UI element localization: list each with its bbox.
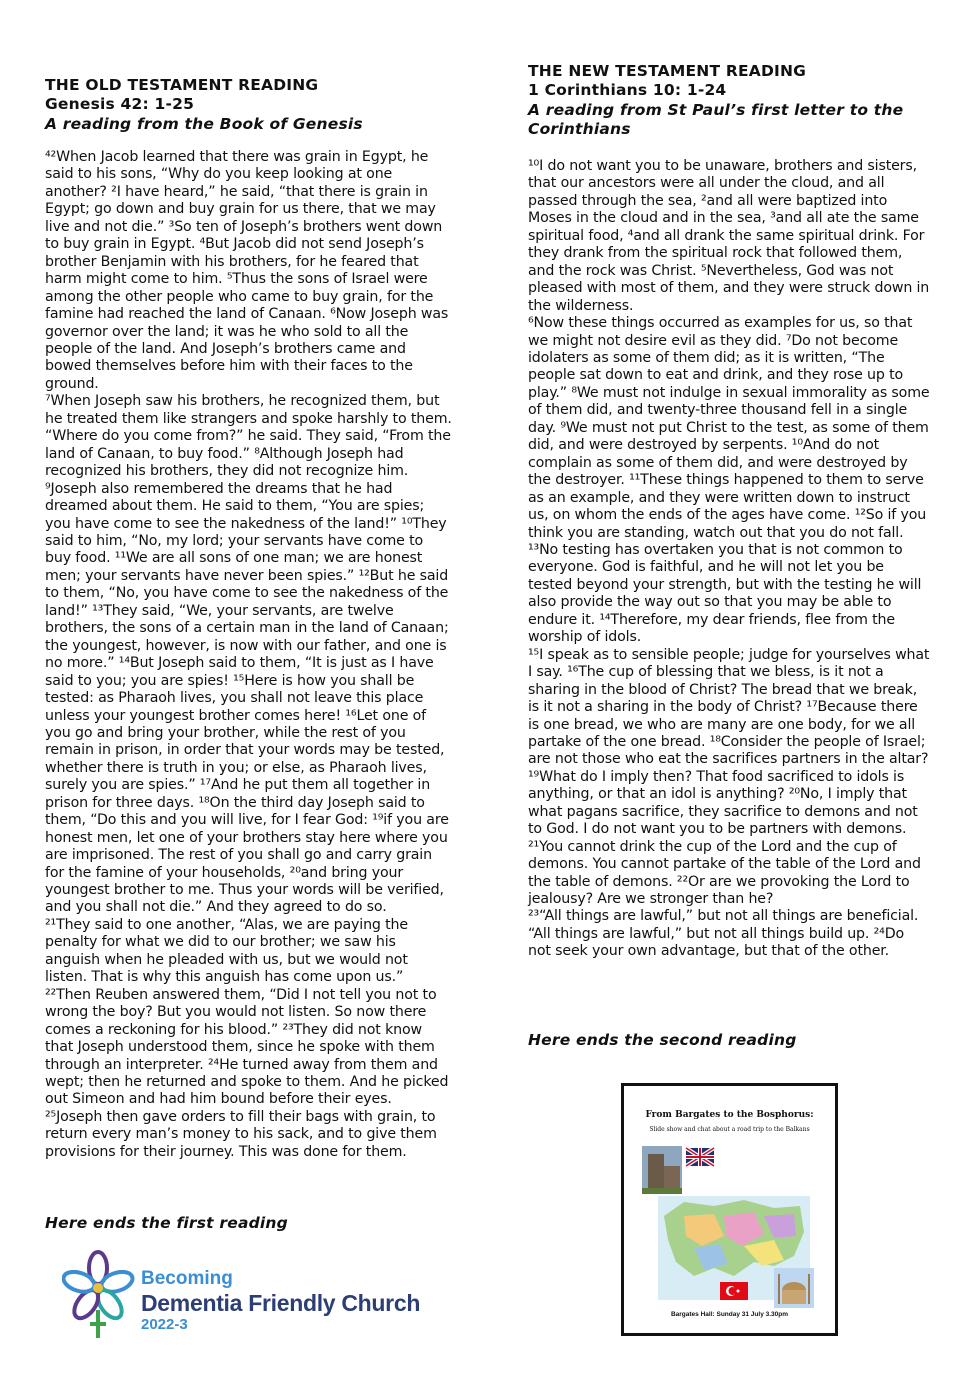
- turkish-flag-icon: [720, 1282, 748, 1300]
- union-flag-icon: [686, 1148, 714, 1166]
- new-testament-text: [528, 158, 930, 961]
- new-testament-subtitle: A reading from St Paul’s first letter to the Corinthians: [528, 101, 904, 138]
- dementia-friendly-church-logo: [62, 1250, 442, 1342]
- poster-subtitle: Slide show and chat about a road trip to the Balkans: [649, 1126, 810, 1133]
- reading-paragraph: ⁴²When Jacob learned that there was grain in Egypt, he said to his sons, “Why do you keep looking at one another? ²I have heard,” he said, “that there is grain in Egypt; go down and buy grain for us there, that we may live and not die.” ³So ten of Joseph’s brothers went down to buy grain in Egypt. ⁴But Jacob did not send Joseph’s brother Benjamin with his brothers, for he feared that harm might come to him. ⁵Thus the sons of Israel were among the other people who came to buy grain, for the famine had reached the land of Canaan. ⁶Now Joseph was governor over the land; it was he who sold to all the people of the land. And Joseph’s brothers came and bowed themselves before him with their faces to the ground.: [45, 149, 449, 392]
- reading-paragraph: ¹⁵I speak as to sensible people; judge for yourselves what I say. ¹⁶The cup of blessing that we bless, is it not a sharing in the blood of Christ? The bread that we break, is it not a sharing in the body of Christ? ¹⁷Because there is one bread, we who are many are one body, for we all partake of the one bread. ¹⁸Consider the people of Israel; are not those who eat the sacrifices partners in the altar? ¹⁹What do I imply then? That food sacrificed to idols is anything, or that an idol is anything? ²⁰No, I imply that what pagans sacrifice, they sacrifice to demons and not to God. I do not want you to be partners with demons. ²¹You cannot drink the cup of the Lord and the cup of demons. You cannot partake of the table of the Lord and the table of demons. ²²Or are we provoking the Lord to jealousy? Are we stronger than he?: [528, 646, 930, 908]
- poster-event-details: Bargates Hall: Sunday 31 July 3.30pm: [670, 1311, 789, 1318]
- reading-paragraph: ²³“All things are lawful,” but not all things are beneficial. “All things are lawful,” but not all things build up. ²⁴Do not seek your own advantage, but that of the other.: [528, 908, 919, 960]
- forget-me-not-flower-icon: [62, 1250, 138, 1342]
- old-testament-heading: THE OLD TESTAMENT READING: [45, 76, 319, 94]
- reading-paragraph: ¹⁰I do not want you to be unaware, brothers and sisters, that our ancestors were all under the cloud, and all passed through the sea, ²and all were baptized into Moses in the cloud and in the sea, ³and all ate the same spiritual food, ⁴and all drank the same spiritual drink. For they drank from the spiritual rock that followed them, and the rock was Christ. ⁵Nevertheless, God was not pleased with most of them, and they were struck down in the wilderness.: [528, 158, 930, 314]
- mosque-photo: [774, 1268, 814, 1308]
- reading-paragraph: ⁷When Joseph saw his brothers, he recognized them, but he treated them like strangers and spoke harshly to them. “Where do you come from?” he said. They said, “From the land of Canaan, to buy food.” ⁸Although Joseph had recognized his brothers, they did not recognize him. ⁹Joseph also remembered the dreams that he had dreamed about them. He said to them, “You are spies; you have come to see the nakedness of the land!” ¹⁰They said to him, “No, my lord; your servants have come to buy food. ¹¹We are all sons of one man; we are honest men; your servants have never been spies.” ¹²But he said to them, “No, you have come to see the nakedness of the land!” ¹³They said, “We, your servants, are twelve brothers, the sons of a certain man in the land of Canaan; the youngest, however, is now with our father, and one is no more.” ¹⁴But Joseph said to them, “It is just as I have said to you; you are spies! ¹⁵Here is how you shall be tested: as Pharaoh lives, you shall not leave this place unless your youngest brother comes here! ¹⁶Let one of you go and bring your brother, while the rest of you remain in prison, in order that your words may be tested, whether there is truth in you; or else, as Pharaoh lives, surely you are spies.” ¹⁷And he put them all together in prison for three days. ¹⁸On the third day Joseph said to them, “Do this and you will live, for I fear God: ¹⁹if you are honest men, let one of your brothers stay here where you are imprisoned. The rest of you shall go and carry grain for the famine of your households, ²⁰and bring your youngest brother to me. Thus your words will be verified, and you shall not die.” And they agreed to do so.: [45, 393, 452, 916]
- church-photo: [642, 1146, 682, 1194]
- old-testament-reference: Genesis 42: 1-25: [45, 95, 195, 113]
- first-reading-ending: Here ends the first reading: [45, 1214, 288, 1232]
- new-testament-reference: 1 Corinthians 10: 1-24: [528, 81, 727, 99]
- logo-line-title: Dementia Friendly Church: [141, 1290, 421, 1316]
- reading-paragraph: ⁶Now these things occurred as examples for us, so that we might not desire evil as they did. ⁷Do not become idolaters as some of them did; as it is written, “The people sat down to eat and drink, and they rose up to play.” ⁸We must not indulge in sexual immorality as some of them did, and twenty-three thousand fell in a single day. ⁹We must not put Christ to the test, as some of them did, and were destroyed by serpents. ¹⁰And do not complain as some of them did, and were destroyed by the destroyer. ¹¹These things happened to them to serve as an example, and they were written down to instruct us, on whom the ends of the ages have come. ¹²So if you think you are standing, watch out that you do not fall. ¹³No testing has overtaken you that is not common to everyone. God is faithful, and he will not let you be tested beyond your strength, but with the testing he will also provide the way out so that you may be able to endure it. ¹⁴Therefore, my dear friends, flee from the worship of idols.: [528, 315, 930, 646]
- old-testament-subtitle: A reading from the Book of Genesis: [45, 115, 363, 133]
- poster-title: From Bargates to the Bosphorus:: [645, 1110, 814, 1120]
- poster-collage: [624, 1136, 835, 1316]
- second-reading-ending: Here ends the second reading: [528, 1031, 797, 1049]
- event-poster: [621, 1083, 838, 1336]
- reading-paragraph: ²¹They said to one another, “Alas, we are paying the penalty for what we did to our brother; we saw his anguish when he pleaded with us, but we would not listen. That is why this anguish has come upon us.” ²²Then Reuben answered them, “Did I not tell you not to wrong the boy? But you would not listen. So now there comes a reckoning for his blood.” ²³They did not know that Joseph understood them, since he spoke with them through an interpreter. ²⁴He turned away from them and wept; then he returned and spoke to them. And he picked out Simeon and had him bound before their eyes. ²⁵Joseph then gave orders to fill their bags with grain, to return every man’s money to his sack, and to give them provisions for their journey. This was done for them.: [45, 916, 449, 1160]
- old-testament-text: [45, 149, 453, 1161]
- logo-line-year: 2022-3: [141, 1316, 188, 1333]
- logo-line-becoming: Becoming: [141, 1268, 233, 1289]
- new-testament-heading: THE NEW TESTAMENT READING: [528, 62, 807, 80]
